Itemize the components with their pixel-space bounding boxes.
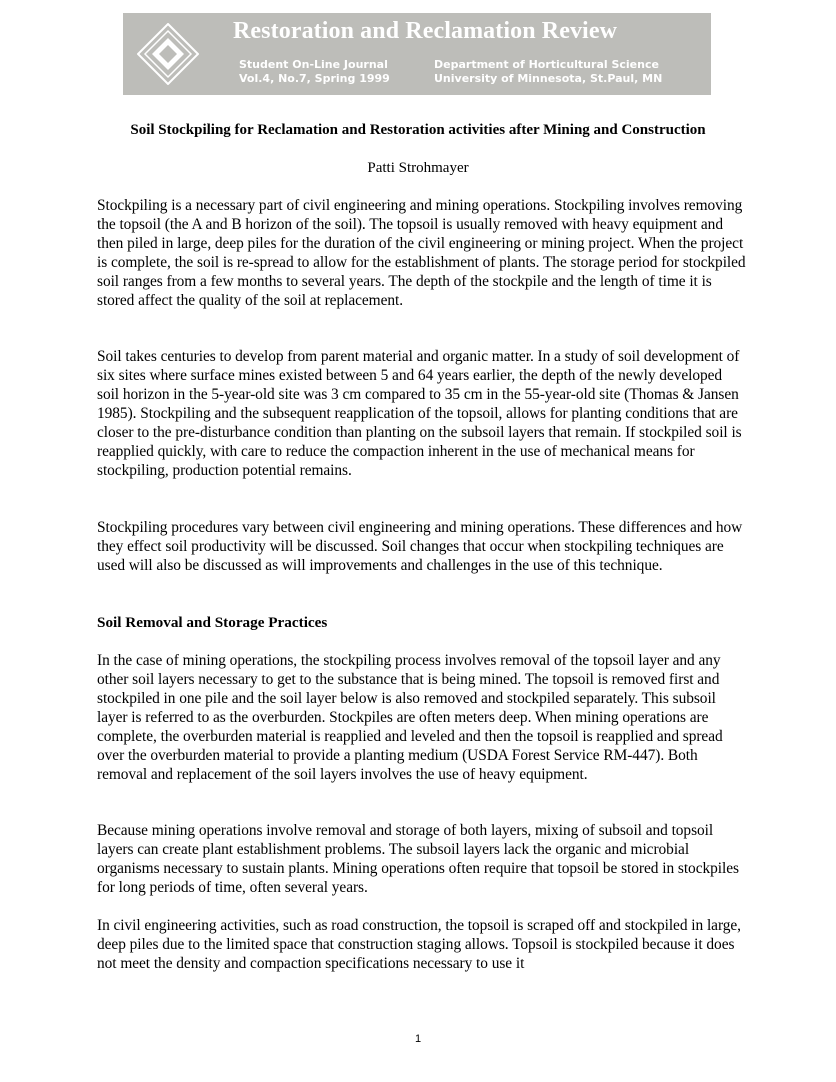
journal-title: Restoration and Reclamation Review [233, 18, 618, 44]
journal-banner [123, 13, 711, 95]
intro-paragraph-1: Stockpiling is a necessary part of civil engineering and mining operations. Stockpiling involves removing the topsoil (the A and B horizon of the soil). The topsoil is usually removed with heavy equipment and then piled in large, deep piles for the duration of the civil engineering or mining project. When the project is complete, the soil is re-spread to allow for the establishment of plants. The storage period for stockpiled soil ranges from a few months to several years. The depth of the stockpile and the length of time it is stored affect the quality of the soil at replacement. [97, 197, 746, 309]
section-heading: Soil Removal and Storage Practices [97, 614, 328, 631]
journal-issue: Vol.4, No.7, Spring 1999 [239, 72, 390, 85]
diamond-logo-icon [137, 23, 199, 85]
article-title: Soil Stockpiling for Reclamation and Restoration activities after Mining and Construction [130, 122, 706, 138]
section-paragraph-2: Because mining operations involve removal and storage of both layers, mixing of subsoil and topsoil layers can create plant establishment problems. The subsoil layers lack the organic and microbial organisms necessary to sustain plants. Mining operations often require that topsoil be stored in stockpiles for long periods of time, often several years. [97, 822, 739, 896]
journal-type: Student On-Line Journal [239, 58, 388, 71]
department-name: Department of Horticultural Science [434, 58, 659, 71]
intro-paragraph-3: Stockpiling procedures vary between civil engineering and mining operations. These differences and how they effect soil productivity will be discussed. Soil changes that occur when stockpiling techniques are used will also be discussed as will improvements and challenges in the use of this technique. [97, 519, 743, 574]
intro-paragraph-2: Soil takes centuries to develop from parent material and organic matter. In a study of soil development of six sites where surface mines existed between 5 and 64 years earlier, the depth of the newly developed soil horizon in the 5-year-old site was 3 cm compared to 35 cm in the 55-year-old site (Thomas & Jansen 1985). Stockpiling and the subsequent reapplication of the topsoil, allows for planting conditions that are closer to the pre-disturbance condition than planting on the subsoil layers that remain. If stockpiled soil is reapplied quickly, with care to reduce the compaction inherent in the use of mechanical means for stockpiling, production potential remains. [97, 348, 742, 479]
page-number: 1 [414, 1033, 422, 1045]
university-name: University of Minnesota, St.Paul, MN [434, 72, 663, 85]
article-author: Patti Strohmayer [367, 160, 469, 176]
section-paragraph-3: In civil engineering activities, such as road construction, the topsoil is scraped off and stockpiled in large, deep piles due to the limited space that construction staging allows. Topsoil is stockpiled because it does not meet the density and compaction specifications necessary to use it [97, 917, 741, 972]
section-paragraph-1: In the case of mining operations, the stockpiling process involves removal of the topsoil layer and any other soil layers necessary to get to the substance that is being mined. The topsoil is removed first and stockpiled in one pile and the soil layer below is also removed and stockpiled separately. This subsoil layer is referred to as the overburden. Stockpiles are often meters deep. When mining operations are complete, the overburden material is reapplied and leveled and then the topsoil is reapplied and spread over the overburden material to provide a planting medium (USDA Forest Service RM-447). Both removal and replacement of the soil layers involves the use of heavy equipment. [97, 652, 723, 783]
